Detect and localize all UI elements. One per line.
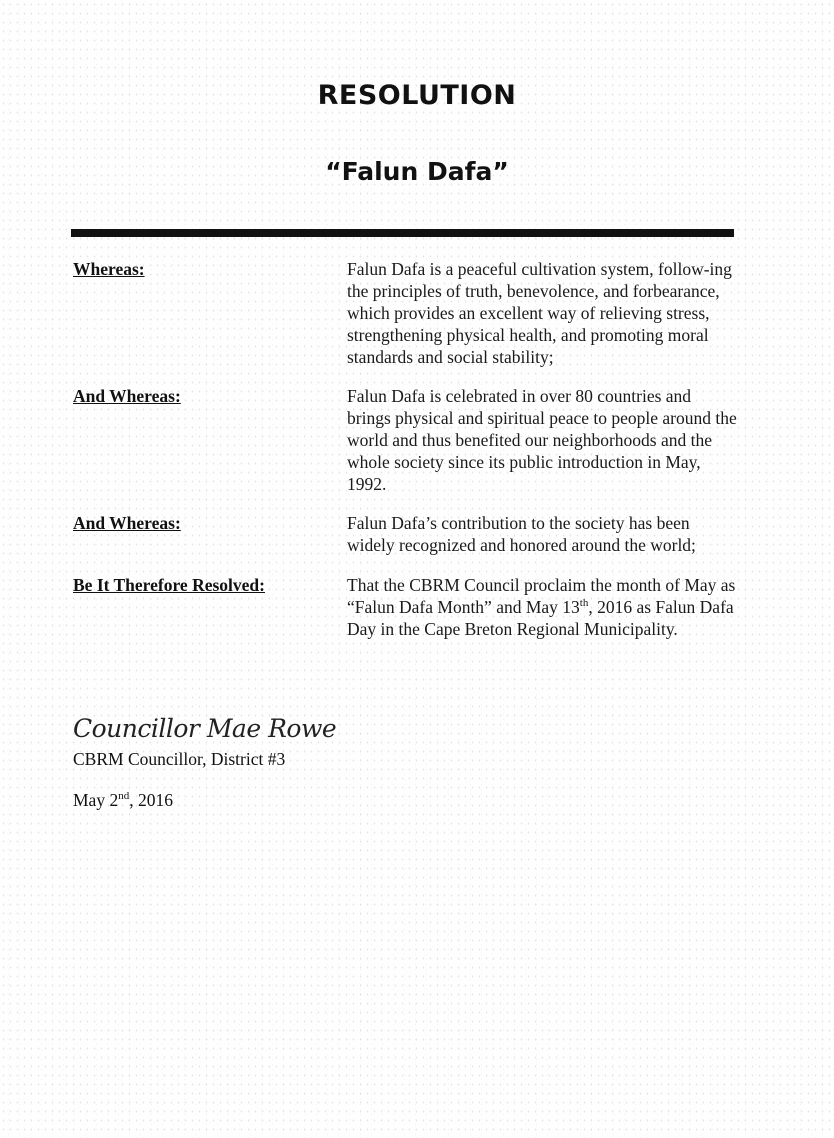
clause-label-and-whereas-2: And Whereas: [73,513,181,533]
clause-label-resolved: Be It Therefore Resolved: [73,575,265,595]
clause-text-whereas: Falun Dafa is a peaceful cultivation system, follow-ing the principles of truth, benevolence, and forbearance, which provides an excellent way of relieving stress, strengthening physical health, and promoting moral standards and social stability; [347,259,732,367]
resolved-text-superscript: th [579,597,589,610]
title-divider [71,229,734,237]
clause-text-resolved [347,574,739,640]
date-part-1: May 2 [73,790,119,810]
clause-label-whereas: Whereas: [73,259,145,279]
signature-name: Councillor Mae Rowe [73,714,337,743]
document-title: RESOLUTION [317,80,517,111]
clause-label-and-whereas-1: And Whereas: [73,386,181,406]
signature-title: CBRM Councillor, District #3 [73,749,286,769]
clause-text-and-whereas-2: Falun Dafa’s contribution to the society has been widely recognized and honored around the world; [347,513,696,555]
signature-date [73,789,173,811]
resolved-text-part-1: That the CBRM Council proclaim the month of May as “Falun Dafa Month” and May 13 [347,575,736,617]
resolved-text-part-2: , 2016 as Falun Dafa Day in the Cape Breton Regional Municipality. [347,597,734,639]
date-superscript: nd [118,790,130,803]
document-subtitle: “Falun Dafa” [325,157,509,186]
clause-text-and-whereas-1: Falun Dafa is celebrated in over 80 countries and brings physical and spiritual peace to people around the world and thus benefited our neighborhoods and the whole society since its public introduction in May, 1992. [347,386,737,494]
date-part-2: , 2016 [129,790,173,810]
